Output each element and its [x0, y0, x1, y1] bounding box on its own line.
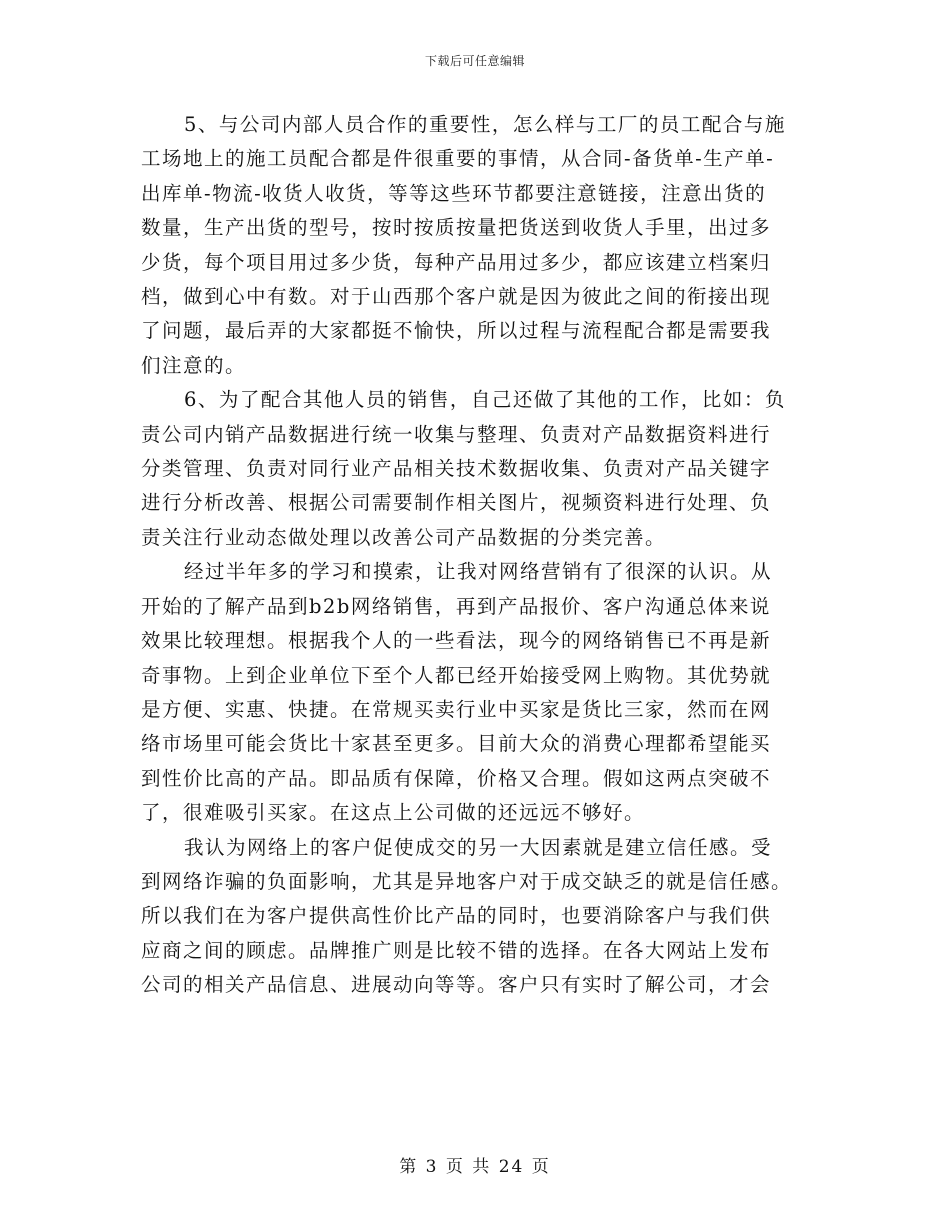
paragraph-line: 效果比较理想。根据我个人的一些看法，现今的网络销售已不再是新: [141, 629, 772, 653]
paragraph-line: 档，做到心中有数。对于山西那个客户就是因为彼此之间的衔接出现: [141, 285, 772, 309]
paragraph-line: 们注意的。: [141, 353, 247, 377]
paragraph-line: 公司的相关产品信息、进展动向等等。客户只有实时了解公司，才会: [141, 973, 772, 997]
paragraph-line: 所以我们在为客户提供高性价比产品的同时，也要消除客户与我们供: [141, 904, 772, 928]
paragraph-line: 6、为了配合其他人员的销售，自己还做了其他的工作，比如：负: [184, 388, 786, 412]
paragraph-line: 到性价比高的产品。即品质有保障，价格又合理。假如这两点突破不: [141, 766, 772, 790]
paragraph-line: 到网络诈骗的负面影响，尤其是异地客户对于成交缺乏的就是信任感。: [141, 869, 793, 893]
page-number-footer: 第 3 页 共 24 页: [399, 1157, 551, 1177]
paragraph-line: 开始的了解产品到b2b网络销售，再到产品报价、客户沟通总体来说: [141, 594, 771, 618]
paragraph-line: 我认为网络上的客户促使成交的另一大因素就是建立信任感。受: [184, 835, 773, 859]
document-body: [141, 108, 805, 1003]
paragraph-line: 络市场里可能会货比十家甚至更多。目前大众的消费心理都希望能买: [141, 732, 772, 756]
paragraph-line: 应商之间的顾虑。品牌推广则是比较不错的选择。在各大网站上发布: [141, 938, 772, 962]
paragraph-line: 进行分析改善、根据公司需要制作相关图片，视频资料进行处理、负: [141, 491, 772, 515]
paragraph-line: 出库单-物流-收货人收货，等等这些环节都要注意链接，注意出货的: [141, 181, 767, 205]
paragraph-line: 经过半年多的学习和摸索，让我对网络营销有了很深的认识。从: [184, 560, 773, 584]
paragraph-line: 是方便、实惠、快捷。在常规买卖行业中买家是货比三家，然而在网: [141, 697, 772, 721]
paragraph-line: 分类管理、负责对同行业产品相关技术数据收集、负责对产品关键字: [141, 457, 772, 481]
paragraph-line: 了问题，最后弄的大家都挺不愉快，所以过程与流程配合都是需要我: [141, 319, 772, 343]
page-header: 下载后可任意编辑: [424, 54, 525, 68]
paragraph-line: 工场地上的施工员配合都是件很重要的事情，从合同-备货单-生产单-: [141, 147, 775, 171]
paragraph-line: 了，很难吸引买家。在这点上公司做的还远远不够好。: [141, 801, 646, 825]
paragraph-line: 5、与公司内部人员合作的重要性，怎么样与工厂的员工配合与施: [184, 113, 786, 136]
paragraph-line: 奇事物。上到企业单位下至个人都已经开始接受网上购物。其优势就: [141, 663, 772, 687]
paragraph-line: 责公司内销产品数据进行统一收集与整理、负责对产品数据资料进行: [141, 422, 772, 446]
paragraph-line: 数量，生产出货的型号，按时按质按量把货送到收货人手里，出过多: [141, 216, 772, 240]
paragraph-line: 责关注行业动态做处理以改善公司产品数据的分类完善。: [141, 525, 667, 549]
paragraph-line: 少货，每个项目用过多少货，每种产品用过多少，都应该建立档案归: [141, 250, 772, 274]
